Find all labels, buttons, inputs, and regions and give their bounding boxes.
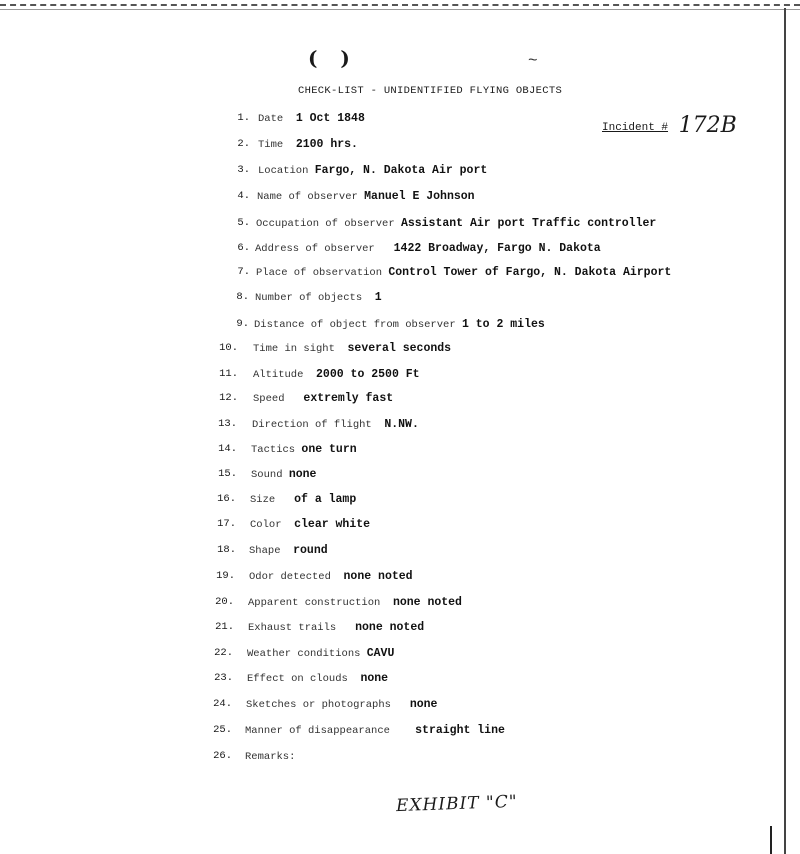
item-value: none noted [392, 596, 462, 609]
item-label: Exhaust trails [248, 622, 337, 634]
item-value: none [288, 468, 317, 481]
item-number: 18. [217, 544, 236, 556]
exhibit-mark: EXHIBIT "C" [395, 791, 518, 817]
item-value: none [409, 698, 438, 711]
item-value: none [360, 672, 389, 685]
item-label: Odor detected [249, 571, 331, 583]
item-value: CAVU [366, 647, 395, 660]
item-number: 15. [218, 468, 237, 480]
item-value: N.NW. [384, 418, 419, 431]
item-label: Sound [251, 469, 283, 481]
item-number: 26. [213, 750, 232, 762]
item-number: 14. [218, 443, 237, 455]
item-label: Number of objects [255, 292, 363, 304]
incident-field [602, 111, 737, 136]
item-label: Shape [249, 545, 281, 557]
item-value: 1 Oct 1848 [295, 112, 365, 125]
item-number: 13. [218, 418, 237, 430]
item-label: Weather conditions [247, 648, 361, 660]
item-number: 4. [237, 190, 250, 202]
item-value: 1 to 2 miles [461, 318, 545, 331]
item-value: Fargo, N. Dakota Air port [314, 164, 488, 177]
item-label: Remarks: [245, 751, 296, 763]
item-number: 2. [237, 138, 250, 150]
item-label: Direction of flight [252, 419, 372, 431]
item-value: none noted [355, 621, 425, 634]
item-number: 16. [217, 493, 236, 505]
side-mark: ~ [528, 52, 538, 70]
incident-label: Incident # [602, 122, 669, 134]
item-number: 12. [219, 392, 238, 404]
item-number: 22. [214, 647, 233, 659]
item-label: Tactics [251, 444, 296, 456]
item-value: one turn [301, 443, 357, 456]
item-value: 1422 Broadway, Fargo N. Dakota [393, 242, 601, 255]
item-number: 3. [237, 164, 250, 176]
item-label: Apparent construction [248, 597, 381, 609]
item-label: Sketches or photographs [246, 699, 391, 711]
item-value: Control Tower of Fargo, N. Dakota Airport [388, 266, 672, 279]
item-number: 25. [213, 724, 232, 736]
item-label: Color [250, 519, 282, 531]
right-border [784, 8, 786, 854]
item-value: of a lamp [294, 493, 357, 506]
item-number: 10. [219, 342, 238, 354]
item-label: Address of observer [255, 243, 375, 255]
item-number: 8. [236, 291, 249, 303]
item-label: Name of observer [257, 191, 358, 203]
item-label: Altitude [253, 369, 304, 381]
item-value: extremly fast [303, 392, 394, 405]
item-value: several seconds [347, 342, 452, 355]
item-value: none noted [343, 570, 413, 583]
item-label: Place of observation [256, 267, 383, 279]
item-value: clear white [294, 518, 371, 531]
page-title: CHECK-LIST - UNIDENTIFIED FLYING OBJECTS [298, 85, 563, 97]
item-number: 6. [237, 242, 250, 254]
item-label: Speed [253, 393, 285, 405]
item-label: Size [250, 494, 276, 506]
item-label: Occupation of observer [256, 218, 395, 230]
item-number: 7. [237, 266, 250, 278]
item-number: 21. [215, 621, 234, 633]
item-value: 2100 hrs. [295, 138, 358, 151]
item-value: 2000 to 2500 Ft [316, 368, 420, 381]
item-number: 24. [213, 698, 232, 710]
item-value: Assistant Air port Traffic controller [400, 217, 657, 230]
item-label: Time in sight [253, 343, 335, 355]
item-number: 1. [237, 112, 250, 124]
item-label: Time [258, 139, 284, 151]
item-number: 9. [236, 318, 249, 330]
item-value: straight line [415, 724, 505, 737]
item-number: 19. [216, 570, 235, 582]
item-label: Effect on clouds [247, 673, 348, 685]
item-number: 17. [217, 518, 236, 530]
item-label: Location [258, 165, 309, 177]
corner-mark [770, 826, 772, 854]
incident-number: 172B [678, 113, 737, 138]
item-label: Date [258, 113, 284, 125]
item-value: round [293, 544, 328, 557]
item-number: 5. [237, 217, 250, 229]
item-label: Distance of object from observer [254, 319, 456, 331]
item-number: 20. [215, 596, 234, 608]
top-marks: ( ) [308, 46, 358, 70]
item-number: 11. [219, 368, 238, 380]
item-label: Manner of disappearance [245, 725, 390, 737]
item-number: 23. [214, 672, 233, 684]
item-value: 1 [374, 291, 382, 304]
item-value: Manuel E Johnson [364, 190, 475, 203]
top-border [0, 4, 800, 10]
